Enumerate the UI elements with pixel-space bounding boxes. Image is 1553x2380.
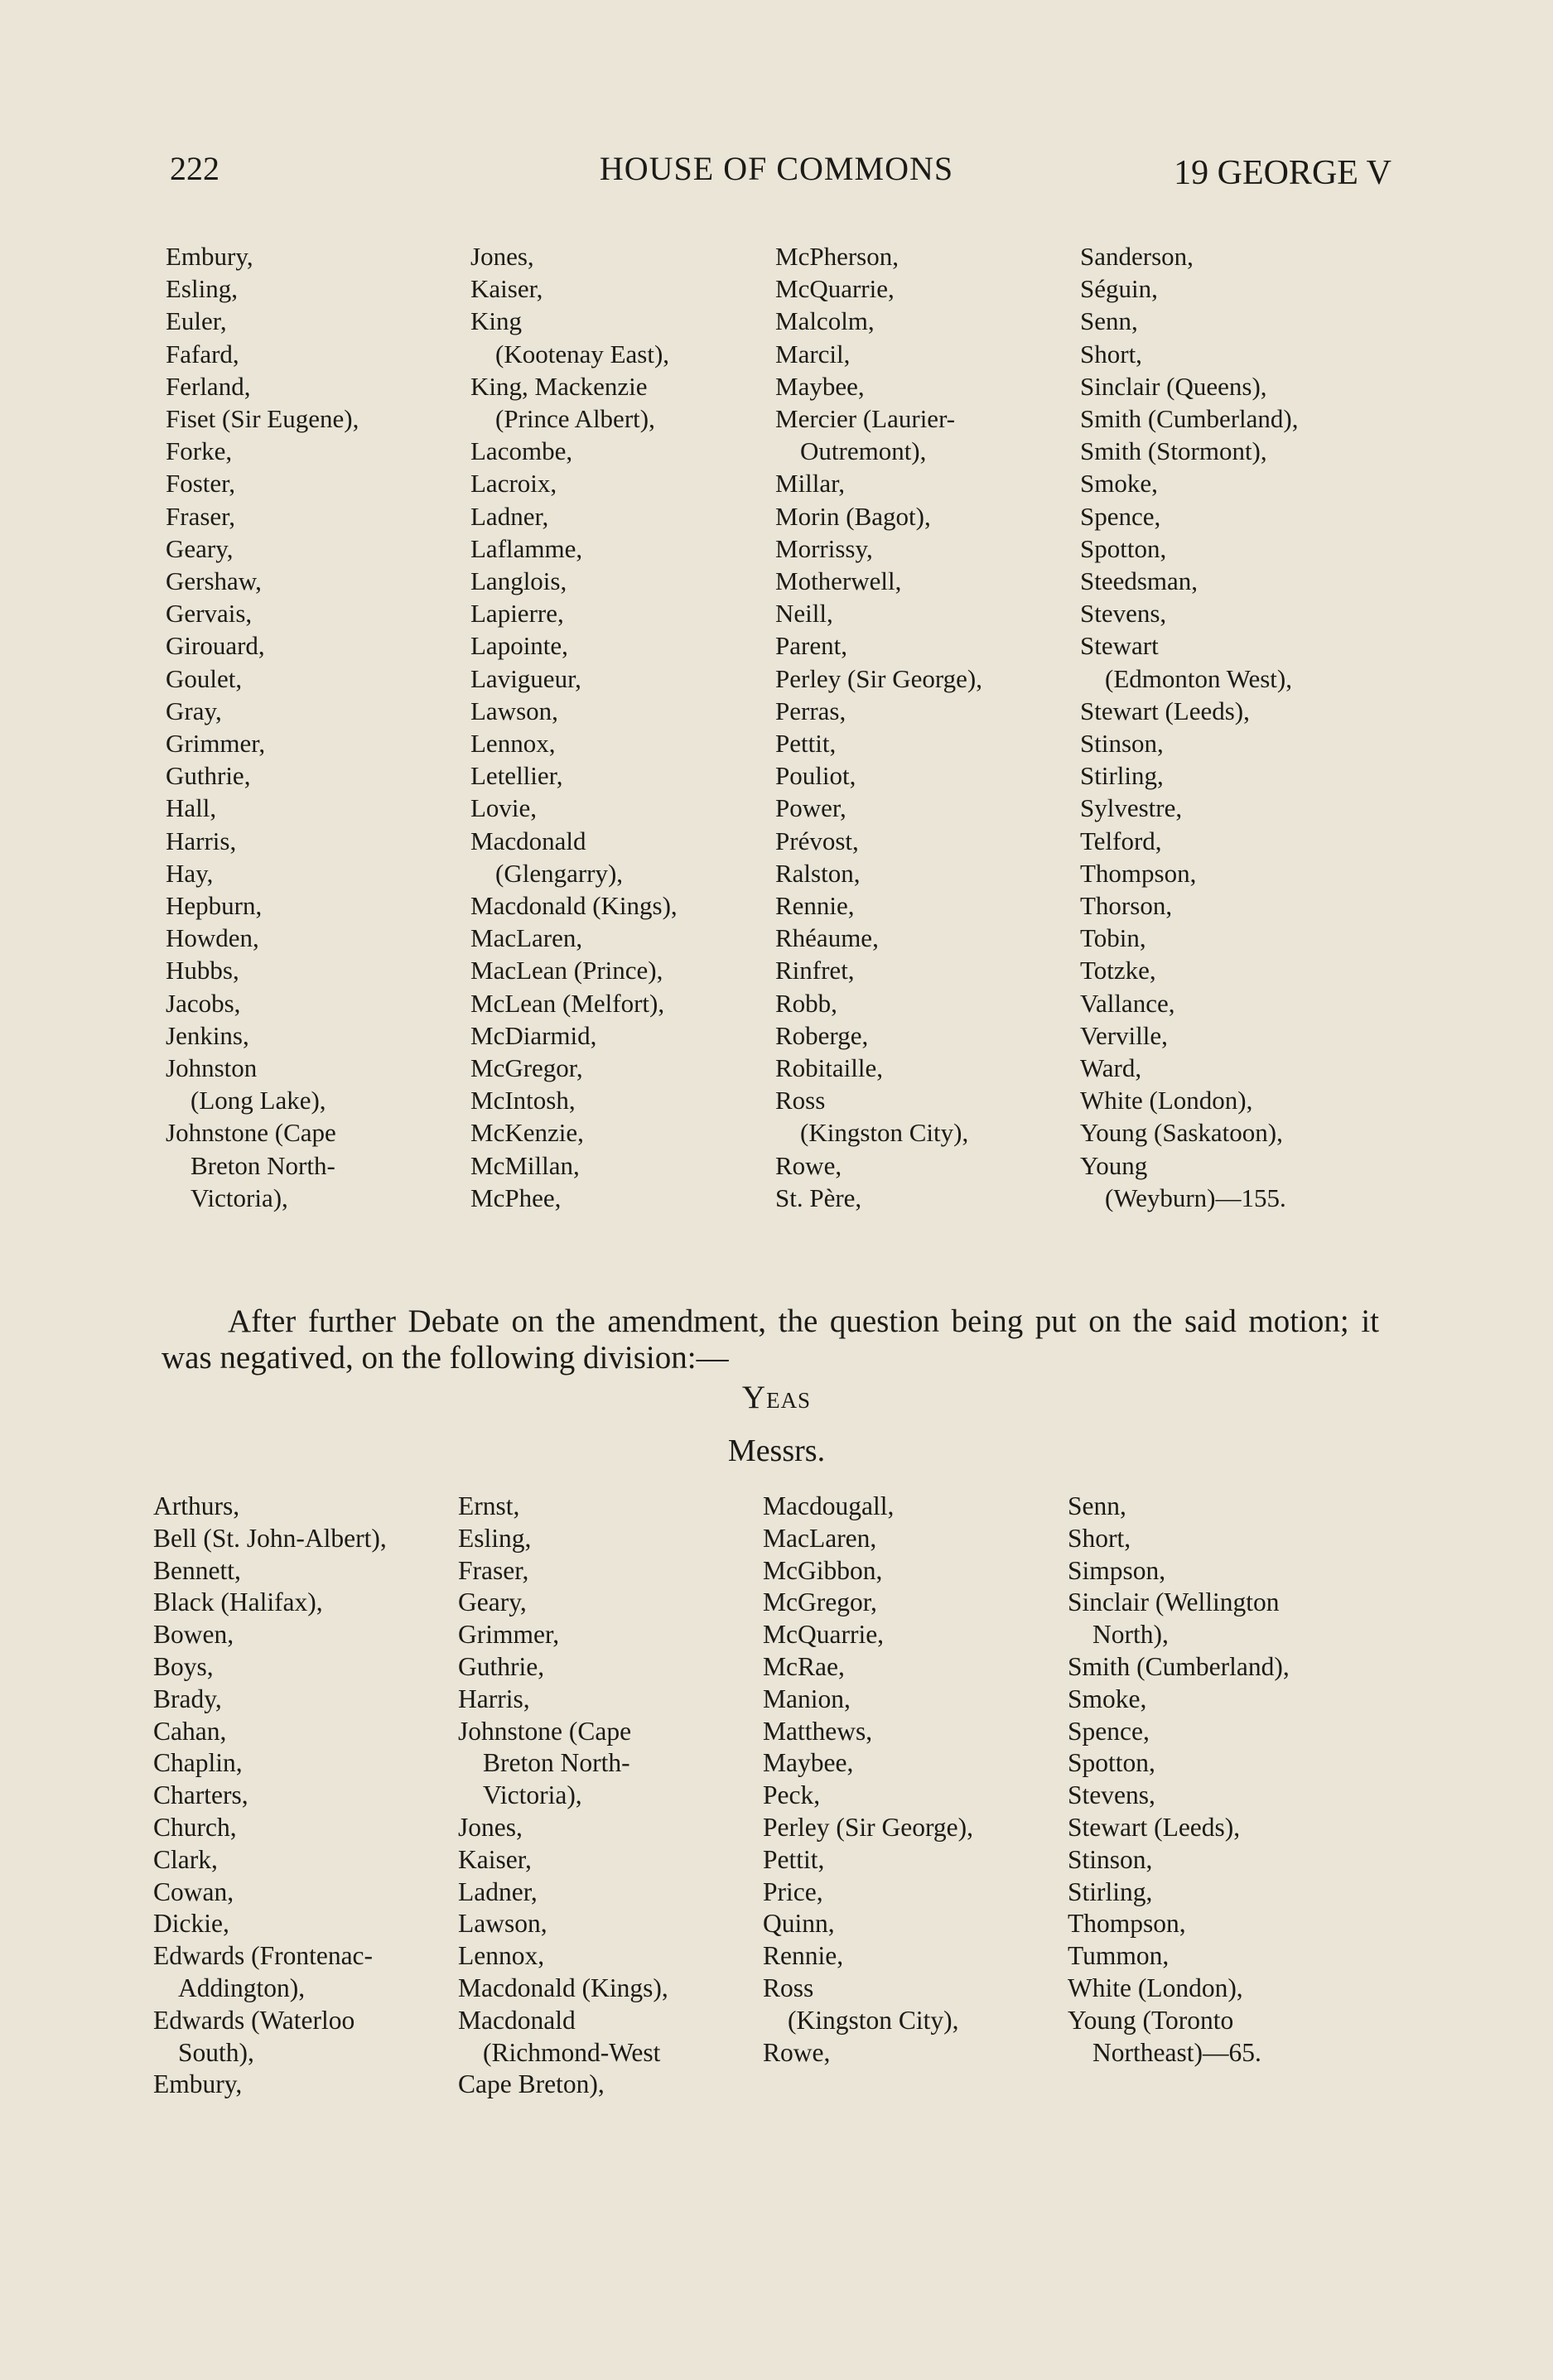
member-name: Robitaille, (775, 1053, 884, 1083)
member-name: Simpson, (1068, 1555, 1166, 1585)
member-name: Boys, (153, 1651, 214, 1681)
member-name: Pettit, (763, 1844, 825, 1874)
member-name: Mercier (Laurier- (775, 404, 956, 434)
member-name: (Kingston City), (800, 1118, 969, 1148)
page-header (0, 149, 1553, 199)
member-name: Cowan, (153, 1877, 234, 1906)
member-name: Rennie, (763, 1941, 844, 1971)
member-name: Roberge, (775, 1020, 869, 1050)
session-label: 19 GEORGE V (1174, 154, 1391, 192)
member-name: Millar, (775, 469, 845, 499)
member-name: Johnston (166, 1053, 258, 1083)
member-name: Short, (1068, 1523, 1131, 1553)
members-column-1 (166, 240, 470, 1214)
member-name: Victoria), (483, 1780, 582, 1810)
member-name: Short, (1080, 339, 1142, 369)
member-name: Power, (775, 793, 846, 823)
member-name: Guthrie, (166, 761, 251, 791)
member-name: Smith (Stormont), (1080, 436, 1267, 466)
member-name: Stewart (Leeds), (1080, 696, 1250, 725)
member-name: Lapierre, (470, 599, 564, 629)
member-name: (Kootenay East), (495, 339, 670, 369)
member-name: Tummon, (1068, 1941, 1170, 1971)
member-name: Stirling, (1080, 761, 1164, 791)
member-name: MacLaren, (763, 1523, 877, 1553)
member-name: Totzke, (1080, 956, 1156, 985)
member-name: Rennie, (775, 891, 855, 921)
member-name: Goulet, (166, 663, 243, 693)
member-name: Clark, (153, 1844, 218, 1874)
member-name: McPhee, (470, 1183, 562, 1212)
member-name: Jones, (458, 1812, 523, 1842)
member-name: Senn, (1068, 1491, 1126, 1520)
member-name: McGibbon, (763, 1555, 883, 1585)
member-name: White (London), (1080, 1086, 1253, 1115)
member-name: Kaiser, (470, 274, 543, 304)
member-name: Embury, (166, 242, 253, 271)
member-name: Macdonald (Kings), (458, 1973, 668, 2002)
member-name: Charters, (153, 1780, 248, 1810)
member-name: Young (Saskatoon), (1080, 1118, 1283, 1148)
member-name: McKenzie, (470, 1118, 584, 1148)
member-name: Fraser, (458, 1555, 529, 1585)
member-name: Tobin, (1080, 923, 1146, 953)
member-name: Sinclair (Wellington (1068, 1587, 1280, 1617)
member-name: Spence, (1080, 501, 1161, 531)
member-name: Perley (Sir George), (775, 663, 982, 693)
member-name: Smoke, (1068, 1684, 1147, 1713)
member-name: (Edmonton West), (1105, 663, 1292, 693)
member-name: Spence, (1068, 1716, 1150, 1746)
salutation: Messrs. (727, 1433, 826, 1468)
member-name: (Kingston City), (788, 2005, 959, 2035)
member-name: Chaplin, (153, 1748, 243, 1778)
member-name: McMillan, (470, 1150, 580, 1180)
member-name: Parent, (775, 631, 847, 661)
member-name: Ladner, (458, 1877, 538, 1906)
member-name: Smoke, (1080, 469, 1158, 499)
member-name: Stinson, (1080, 729, 1164, 759)
member-name: King, Mackenzie (470, 371, 648, 401)
yeas-column-3 (763, 1491, 1068, 2101)
member-name: Bowen, (153, 1620, 234, 1650)
member-name: Cape Breton), (458, 2069, 605, 2099)
journal-title: HOUSE OF COMMONS (599, 150, 954, 187)
member-name: Dickie, (153, 1909, 229, 1939)
members-list-first (166, 240, 1385, 1214)
member-name: Spotton, (1080, 533, 1167, 563)
member-name: Ward, (1080, 1053, 1142, 1083)
member-name: Spotton, (1068, 1748, 1155, 1778)
member-name: Young (1080, 1150, 1148, 1180)
member-name: Vallance, (1080, 988, 1175, 1018)
member-name: Johnstone (Cape (458, 1716, 632, 1746)
member-name: (Prince Albert), (495, 404, 655, 434)
member-name: Laflamme, (470, 533, 583, 563)
member-name: Grimmer, (166, 729, 266, 759)
member-name: Hall, (166, 793, 217, 823)
member-name: Thompson, (1080, 858, 1197, 888)
member-name: Lovie, (470, 793, 538, 823)
member-name: Howden, (166, 923, 259, 953)
member-name: Gervais, (166, 599, 253, 629)
debate-paragraph: After further Debate on the amendment, the question being put on the said motion; it was negatived, on the following division:— (162, 1303, 1379, 1375)
member-name: Brady, (153, 1684, 222, 1713)
member-name: Prévost, (775, 826, 859, 855)
members-column-3 (775, 240, 1080, 1214)
member-name: Church, (153, 1812, 237, 1842)
member-name: McDiarmid, (470, 1020, 597, 1050)
member-name: Stinson, (1068, 1844, 1153, 1874)
member-name: (Long Lake), (191, 1086, 326, 1115)
member-name: Sinclair (Queens), (1080, 371, 1267, 401)
member-name: Northeast)—65. (1092, 2037, 1261, 2067)
member-name: Johnstone (Cape (166, 1118, 336, 1148)
member-name: Rowe, (775, 1150, 842, 1180)
member-name: Edwards (Waterloo (153, 2005, 355, 2035)
member-name: Guthrie, (458, 1651, 545, 1681)
member-name: Senn, (1080, 306, 1138, 336)
member-name: Forke, (166, 436, 233, 466)
member-name: Langlois, (470, 566, 567, 596)
member-name: MacLaren, (470, 923, 583, 953)
member-name: Thorson, (1080, 891, 1173, 921)
member-name: Morrissy, (775, 533, 873, 563)
member-name: Rinfret, (775, 956, 855, 985)
yeas-column-1 (153, 1491, 458, 2101)
member-name: Kaiser, (458, 1844, 532, 1874)
member-name: Bennett, (153, 1555, 241, 1585)
member-name: Geary, (166, 533, 234, 563)
member-name: Arthurs, (153, 1491, 240, 1520)
member-name: Esling, (458, 1523, 532, 1553)
member-name: Harris, (166, 826, 237, 855)
member-name: Telford, (1080, 826, 1162, 855)
member-name: Perras, (775, 696, 846, 725)
member-name: Gershaw, (166, 566, 262, 596)
member-name: Stevens, (1080, 599, 1167, 629)
member-name: Black (Halifax), (153, 1587, 323, 1617)
member-name: Stevens, (1068, 1780, 1155, 1810)
member-name: Maybee, (775, 371, 865, 401)
member-name: McLean (Melfort), (470, 988, 665, 1018)
member-name: Séguin, (1080, 274, 1158, 304)
member-name: Stirling, (1068, 1877, 1153, 1906)
member-name: McGregor, (763, 1587, 877, 1617)
member-name: Euler, (166, 306, 227, 336)
member-name: Hay, (166, 858, 214, 888)
member-name: Edwards (Frontenac- (153, 1941, 374, 1971)
member-name: Lawson, (458, 1909, 547, 1939)
member-name: Motherwell, (775, 566, 902, 596)
member-name: McQuarrie, (775, 274, 895, 304)
member-name: Bell (St. John-Albert), (153, 1523, 387, 1553)
member-name: (Glengarry), (495, 858, 624, 888)
member-name: Price, (763, 1877, 823, 1906)
member-name: Gray, (166, 696, 222, 725)
member-name: Fraser, (166, 501, 235, 531)
member-name: Lennox, (458, 1941, 545, 1971)
member-name: Fiset (Sir Eugene), (166, 404, 359, 434)
member-name: Quinn, (763, 1909, 835, 1939)
member-name: Stewart (1080, 631, 1159, 661)
member-name: Ernst, (458, 1491, 520, 1520)
member-name: McIntosh, (470, 1086, 576, 1115)
member-name: Ross (763, 1973, 814, 2002)
member-name: Pettit, (775, 729, 837, 759)
member-name: McRae, (763, 1651, 845, 1681)
member-name: Lapointe, (470, 631, 568, 661)
member-name: Lawson, (470, 696, 558, 725)
member-name: Macdougall, (763, 1491, 895, 1520)
member-name: McGregor, (470, 1053, 583, 1083)
member-name: Outremont), (800, 436, 927, 466)
member-name: Macdonald (458, 2005, 576, 2035)
member-name: Ralston, (775, 858, 861, 888)
member-name: Pouliot, (775, 761, 856, 791)
page-number: 222 (170, 150, 219, 187)
members-column-2 (470, 240, 775, 1214)
member-name: Ladner, (470, 501, 549, 531)
member-name: Stewart (Leeds), (1068, 1812, 1241, 1842)
members-column-4 (1080, 240, 1385, 1214)
member-name: Breton North- (191, 1150, 335, 1180)
member-name: Victoria), (191, 1183, 288, 1212)
member-name: South), (178, 2037, 254, 2067)
member-name: Marcil, (775, 339, 851, 369)
member-name: Lavigueur, (470, 663, 581, 693)
member-name: (Weyburn)—155. (1105, 1183, 1286, 1212)
member-name: Morin (Bagot), (775, 501, 931, 531)
member-name: Macdonald (Kings), (470, 891, 678, 921)
member-name: Macdonald (470, 826, 586, 855)
member-name: Jacobs, (166, 988, 241, 1018)
member-name: Matthews, (763, 1716, 873, 1746)
member-name: St. Père, (775, 1183, 862, 1212)
member-name: Embury, (153, 2069, 243, 2099)
member-name: North), (1092, 1620, 1169, 1650)
member-name: Steedsman, (1080, 566, 1199, 596)
member-name: Lacombe, (470, 436, 573, 466)
member-name: McQuarrie, (763, 1620, 885, 1650)
member-name: Malcolm, (775, 306, 875, 336)
member-name: McPherson, (775, 242, 899, 271)
member-name: Smith (Cumberland), (1068, 1651, 1290, 1681)
member-name: Addington), (178, 1973, 306, 2002)
member-name: King (470, 306, 522, 336)
member-name: (Richmond-West (483, 2037, 661, 2067)
member-name: Cahan, (153, 1716, 227, 1746)
member-name: Hubbs, (166, 956, 239, 985)
division-heading: Yeas (741, 1380, 812, 1415)
yeas-list (153, 1491, 1372, 2101)
member-name: Harris, (458, 1684, 530, 1713)
member-name: Ross (775, 1086, 826, 1115)
member-name: Hepburn, (166, 891, 263, 921)
member-name: Breton North- (483, 1748, 630, 1778)
member-name: Grimmer, (458, 1620, 560, 1650)
member-name: Geary, (458, 1587, 527, 1617)
member-name: Jones, (470, 242, 534, 271)
member-name: Esling, (166, 274, 238, 304)
member-name: Maybee, (763, 1748, 854, 1778)
member-name: Sanderson, (1080, 242, 1194, 271)
member-name: Lennox, (470, 729, 556, 759)
member-name: Fafard, (166, 339, 239, 369)
member-name: Girouard, (166, 631, 265, 661)
member-name: Sylvestre, (1080, 793, 1183, 823)
yeas-column-2 (458, 1491, 763, 2101)
member-name: Neill, (775, 599, 833, 629)
member-name: MacLean (Prince), (470, 956, 663, 985)
member-name: Ferland, (166, 371, 251, 401)
member-name: Robb, (775, 988, 837, 1018)
member-name: Letellier, (470, 761, 563, 791)
member-name: Lacroix, (470, 469, 557, 499)
member-name: Foster, (166, 469, 236, 499)
member-name: Rhéaume, (775, 923, 879, 953)
member-name: Manion, (763, 1684, 851, 1713)
member-name: Smith (Cumberland), (1080, 404, 1299, 434)
member-name: Perley (Sir George), (763, 1812, 973, 1842)
member-name: Verville, (1080, 1020, 1168, 1050)
member-name: Thompson, (1068, 1909, 1186, 1939)
member-name: Jenkins, (166, 1020, 249, 1050)
yeas-column-4 (1068, 1491, 1372, 2101)
member-name: Rowe, (763, 2037, 831, 2067)
member-name: White (London), (1068, 1973, 1243, 2002)
member-name: Peck, (763, 1780, 821, 1810)
member-name: Young (Toronto (1068, 2005, 1234, 2035)
